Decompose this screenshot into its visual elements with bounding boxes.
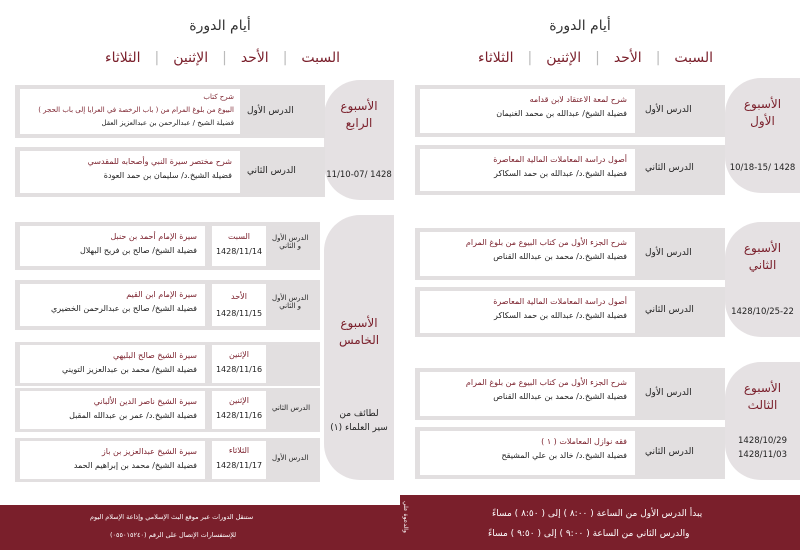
week5-subtitle: لطائف من سير العلماء (١) [330,409,388,433]
week4-lesson1-label: الدرس الأول [247,106,294,116]
row-content [20,284,205,326]
week2-lesson2-label: الدرس الثاني [645,305,694,315]
row-day-date [212,345,266,383]
lesson-line: شرح الجزء الأول من كتاب البيوع من بلوغ المرام [465,238,627,247]
right-footer-line1: يبدأ الدرس الأول من الساعة ( ٨:٠٠ ) إلى ( ٨:٥٠ ) مساءً [492,509,703,519]
week1-date: 1428 /10/18-15 [729,163,796,173]
week4-lesson2-label: الدرس الثاني [247,166,296,176]
day-monday: الإثنين [173,50,209,66]
week1-title: الأسبوع الأول [743,97,782,128]
week1-banner [725,78,800,193]
week2-lesson2 [415,287,725,337]
week1-lesson2 [415,145,725,195]
week1-lesson1-content [420,89,635,133]
week3-lesson1-label: الدرس الأول [645,388,692,398]
week2-date: 1428/10/25-22 [731,307,794,317]
left-days-row: السبت | الأحد | الإثنين | الثلاثاء [105,50,341,66]
week5-banner [324,215,394,480]
week2-banner [725,222,800,337]
week3-lesson2 [415,427,725,479]
row-day: الأحد [231,292,247,301]
left-footer-line2: للإستفسارات الإتصال على الرقم (٠٥٥٠١٥٢٤٠) [110,531,237,539]
row-date: 1428/11/16 [215,411,263,420]
week4-lesson2 [15,147,325,197]
row-title: سيرة الشيخ عبدالعزيز بن باز [101,447,197,456]
week2-lesson1-label: الدرس الأول [645,248,692,258]
lesson-line: شرح الجزء الأول من كتاب البيوع من بلوغ المرام [465,378,627,387]
row-day: الثلاثاء [228,446,250,455]
day-tuesday: الثلاثاء [105,50,141,66]
week2-lesson1-content [420,232,635,276]
row-day-date [212,284,266,326]
day-tuesday: الثلاثاء [478,50,514,66]
week1-lesson2-content [420,149,635,191]
week3-banner [725,362,800,480]
lesson-sheikh: فضيلة الشيخ.د/ خالد بن علي المشيقح [501,451,627,460]
week5-row-1 [15,222,320,270]
week3-lesson1 [415,368,725,420]
lesson-line: شرح كتاب [203,93,234,101]
week4-title: الأسبوع الرابع [340,99,378,130]
right-header: أيام الدورة [549,18,611,34]
lesson-line: شرح لمعة الاعتقاد لابن قدامه [529,95,627,104]
row-sheikh: فضيلة الشيخ/ محمد بن إبراهيم الحمد [73,461,197,470]
lesson-line: أصول دراسة المعاملات المالية المعاصرة [493,297,627,306]
lesson-line: أصول دراسة المعاملات المالية المعاصرة [493,155,627,164]
week1-lesson1 [415,85,725,137]
week1-lesson1-label: الدرس الأول [645,105,692,115]
lesson-line: شرح مختصر سيرة النبي وأصحابه للمقدسي [87,157,232,166]
row-title: سيرة الشيخ صالح البليهي [112,351,197,360]
row-sheikh: فضيلة الشيخ/ محمد بن عبدالعزيز التويني [62,365,197,374]
row-date: 1428/11/17 [215,461,263,470]
row-content [20,226,205,266]
row-day: الإثنين [229,396,249,405]
row-content [20,345,205,383]
left-header: أيام الدورة [189,18,251,34]
row-day-date [212,391,266,429]
lesson-sheikh: فضيلة الشيخ/ عبدالله بن محمد الغنيمان [496,109,627,118]
row-sheikh: فضيلة الشيخ.د/ عمر بن عبدالله المقبل [69,411,197,420]
row-label: الدرس الأول و الثاني [272,294,309,310]
row-title: سيرة الشيخ ناصر الدين الألباني [93,397,197,406]
lesson-line: البيوع من بلوغ المرام من ( باب الرخصة في العرايا إلى باب الحجر ) [38,106,234,114]
row-day-date [212,226,266,266]
week4-lesson2-content [20,151,240,193]
day-sunday: الأحد [240,50,269,66]
week5-row-2 [15,280,320,330]
week5-title: الأسبوع الخامس [338,316,380,347]
footer-vertical-note: والدعوة علي [402,501,409,533]
week2-lesson2-content [420,291,635,333]
day-saturday: السبت [301,50,341,66]
week3-lesson2-content [420,431,635,475]
week5-row-3 [15,342,320,386]
row-date: 1428/11/14 [215,247,263,256]
right-days-row: السبت | الأحد | الإثنين | الثلاثاء [478,50,714,66]
week3-title: الأسبوع الثالث [743,381,782,412]
week1-lesson2-label: الدرس الثاني [645,163,694,173]
row-label: الدرس الأول [272,454,309,462]
week5-row-4 [15,388,320,432]
lesson-sheikh: فضيلة الشيخ.د/ سليمان بن حمد العودة [103,171,232,180]
lesson-sheikh: فضيلة الشيخ.د/ عبدالله بن حمد السكاكر [494,169,627,178]
lesson-sheikh: فضيلة الشيخ.د/ محمد بن عبدالله القناص [493,252,627,261]
lesson-line: فقه نوازل المعاملات ( ١ ) [541,437,627,446]
week2-title: الأسبوع الثاني [743,241,782,272]
left-footer-line1: ستنقل الدورات عبر موقع البث الإسلامي وإذاعة الإسلام اليوم [90,513,254,521]
day-saturday: السبت [674,50,714,66]
day-sunday: الأحد [613,50,642,66]
row-title: سيرة الإمام ابن القيم [126,290,197,299]
lesson-sheikh: فضيلة الشيخ.د/ عبدالله بن حمد السكاكر [494,311,627,320]
week4-banner [324,80,394,200]
left-footer [0,505,400,550]
week3-lesson2-label: الدرس الثاني [645,447,694,457]
right-footer [400,495,800,550]
week3-lesson1-content [420,372,635,416]
row-content [20,391,205,429]
lesson-sheikh: فضيلة الشيخ / عبدالرحمن بن عبدالعزيز العقل [101,119,234,127]
row-date: 1428/11/15 [215,309,263,318]
row-day-date [212,441,266,479]
row-label: الدرس الثاني [272,404,311,412]
row-date: 1428/11/16 [215,365,263,374]
week4-lesson1 [15,85,325,138]
week5-row-5 [15,438,320,482]
row-label: الدرس الأول و الثاني [272,234,309,250]
row-title: سيرة الإمام أحمد بن حنبل [110,232,197,241]
lesson-sheikh: فضيلة الشيخ.د/ محمد بن عبدالله القناص [493,392,627,401]
right-footer-line2: والدرس الثاني من الساعة ( ٩:٠٠ ) إلى ( ٩:٥٠ ) مساءً [488,529,690,539]
day-monday: الإثنين [546,50,582,66]
week2-lesson1 [415,228,725,280]
week3-date: 1428/10/29 1428/11/03 [738,436,787,460]
row-sheikh: فضيلة الشيخ/ صالح بن فريح البهلال [79,246,197,255]
row-day: الإثنين [229,350,249,359]
row-sheikh: فضيلة الشيخ/ صالح بن عبدالرحمن الخضيري [50,304,197,313]
row-content [20,441,205,479]
week4-lesson1-content [20,89,240,134]
week4-date: 1428 /11/10-07 [326,170,392,180]
row-day: السبت [227,232,251,241]
